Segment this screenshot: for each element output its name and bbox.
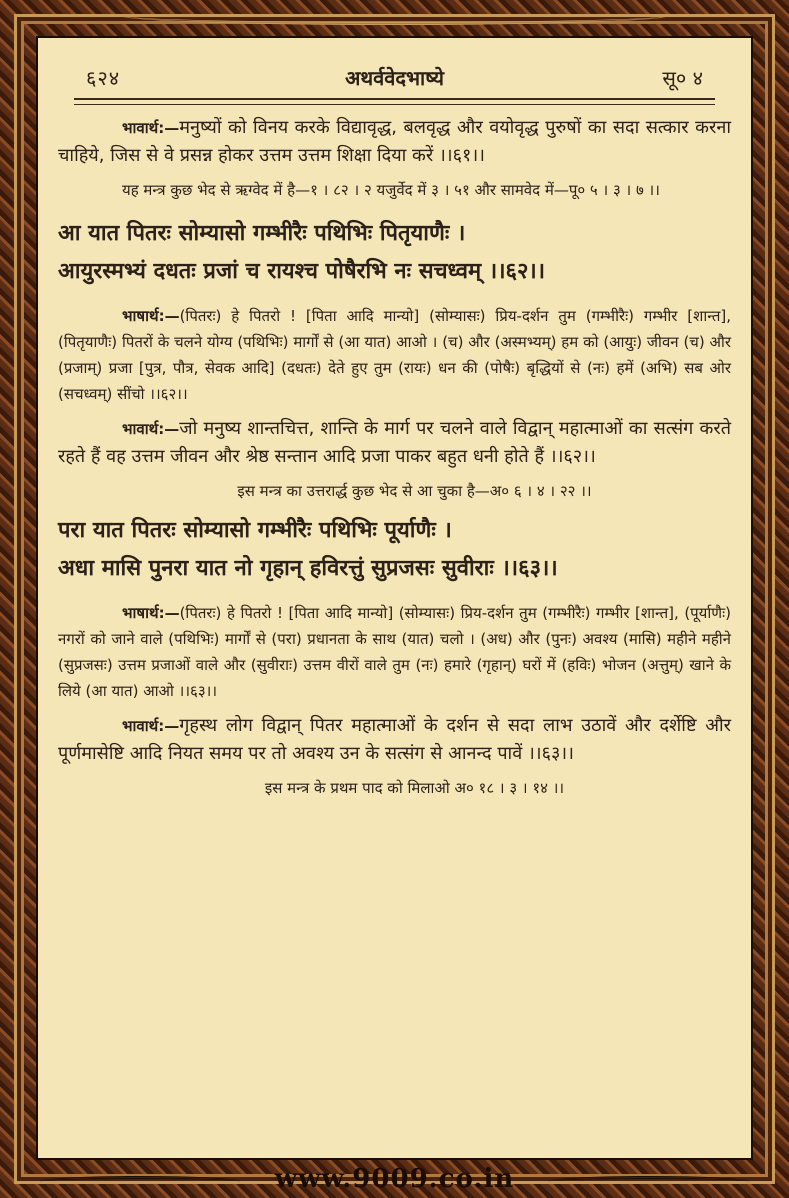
mantra-line: आयुरस्मभ्यं दधतः प्रजां च रायश्च पोषैरभि नः सचध्वम् ।।६२।। bbox=[58, 259, 546, 284]
top-ornament bbox=[120, 6, 669, 25]
para-text: गृहस्थ लोग विद्वान् पितर महात्माओं के दर्शन से सदा लाभ उठावें और दर्शेष्टि और पूर्णमासेष्टि आदि नियत समय पर तो अवश्य उन के सत्संग से आनन्द पावें ।।६३।। bbox=[58, 715, 731, 764]
para-text: (पितरः) हे पितरो ! [पिता आदि मान्यो] (सोम्यासः) प्रिय-दर्शन तुम (गम्भीरैः) गम्भीर [शान्त], (पितृयाणैः) पितरों के चलने योग्य (पथिभिः) मार्गों से (आ यात) आओ । (च) और (अस्मभ्यम्) हम को (आयुः) जीवन (च) और (प्रजाम्) प्रजा [पुत्र, पौत्र, सेवक आदि] (दधतः) देते हुए तुम (रायः) धन की (पोषैः) बृद्धियों से (नः) हमें (अभि) सब ओर (सचध्वम्) सींचो ।।६२।। bbox=[58, 307, 731, 403]
bhashartha-paragraph bbox=[58, 303, 731, 407]
sukta-number: सू० ४ bbox=[662, 66, 703, 90]
mantra-line: परा यात पितरः सोम्यासो गम्भीरैः पथिभिः पूर्याणैः । bbox=[58, 518, 452, 543]
reference-note: यह मन्त्र कुछ भेद से ऋग्वेद में है—१ । ८२ । २ यजुर्वेद में ३ । ५१ और सामवेद में—पू० ५ । ३ । ७ ।। bbox=[122, 181, 660, 199]
website-footer: www.9009.co.in bbox=[274, 1164, 515, 1194]
page-number: ६२४ bbox=[86, 66, 121, 90]
bhavartha-paragraph bbox=[58, 415, 731, 470]
header-rule bbox=[74, 98, 715, 105]
bhavartha-paragraph bbox=[58, 712, 731, 767]
para-text: जो मनुष्य शान्तचित्त, शान्ति के मार्ग पर चलने वाले विद्वान् महात्माओं का सत्संग करते रहते हैं वह उत्तम जीवन और श्रेष्ठ सन्तान आदि प्रजा पाकर बहुत धनी होते हैं ।।६२।। bbox=[58, 418, 731, 467]
bhashartha-paragraph bbox=[58, 600, 731, 704]
reference-note: इस मन्त्र का उत्तरार्द्ध कुछ भेद से आ चुका है—अ० ६ । ४ । २२ ।। bbox=[237, 482, 592, 500]
mantra-line: आ यात पितरः सोम्यासो गम्भीरैः पथिभिः पितृयाणैः । bbox=[58, 221, 466, 246]
para-label: भावार्थ:— bbox=[122, 717, 180, 735]
para-label: भाषार्थ:— bbox=[122, 604, 180, 622]
book-page bbox=[36, 36, 753, 1160]
reference-note: इस मन्त्र के प्रथम पाद को मिलाओ अ० १८ । ३ । १४ ।। bbox=[264, 779, 565, 797]
bhavartha-paragraph bbox=[58, 114, 731, 169]
book-title: अथर्ववेदभाष्ये bbox=[345, 66, 444, 90]
page-content bbox=[58, 114, 731, 801]
para-label: भाषार्थ:— bbox=[122, 307, 180, 325]
mantra-line: अधा मासि पुनरा यात नो गृहान् हविरत्तुं सुप्रजसः सुवीराः ।।६३।। bbox=[58, 556, 558, 581]
para-text: (पितरः) हे पितरो ! [पिता आदि मान्यो] (सोम्यासः) प्रिय-दर्शन तुम (गम्भीरैः) गम्भीर [शान्त], (पूर्याणैः) नगरों को जाने वाले (पथिभिः) मार्गों से (परा) प्रधानता के साथ (यात) चलो । (अध) और (पुनः) अवश्य (मासि) महीने महीने (सुप्रजसः) उत्तम प्रजाओं वाले और (सुवीराः) उत्तम वीरों वाले तुम (नः) हमारे (गृहान्) घरों में (हविः) भोजन (अत्तुम्) खाने के लिये (आ यात) आओ ।।६३।। bbox=[58, 604, 731, 700]
para-label: भावार्थ:— bbox=[122, 420, 180, 438]
para-label: भावार्थ:— bbox=[122, 119, 180, 137]
page-header bbox=[38, 60, 751, 92]
para-text: मनुष्यों को विनय करके विद्यावृद्ध, बलवृद्ध और वयोवृद्ध पुरुषों का सदा सत्कार करना चाहिये, जिस से वे प्रसन्न होकर उत्तम उत्तम शिक्षा दिया करें ।।६१।। bbox=[58, 117, 731, 166]
